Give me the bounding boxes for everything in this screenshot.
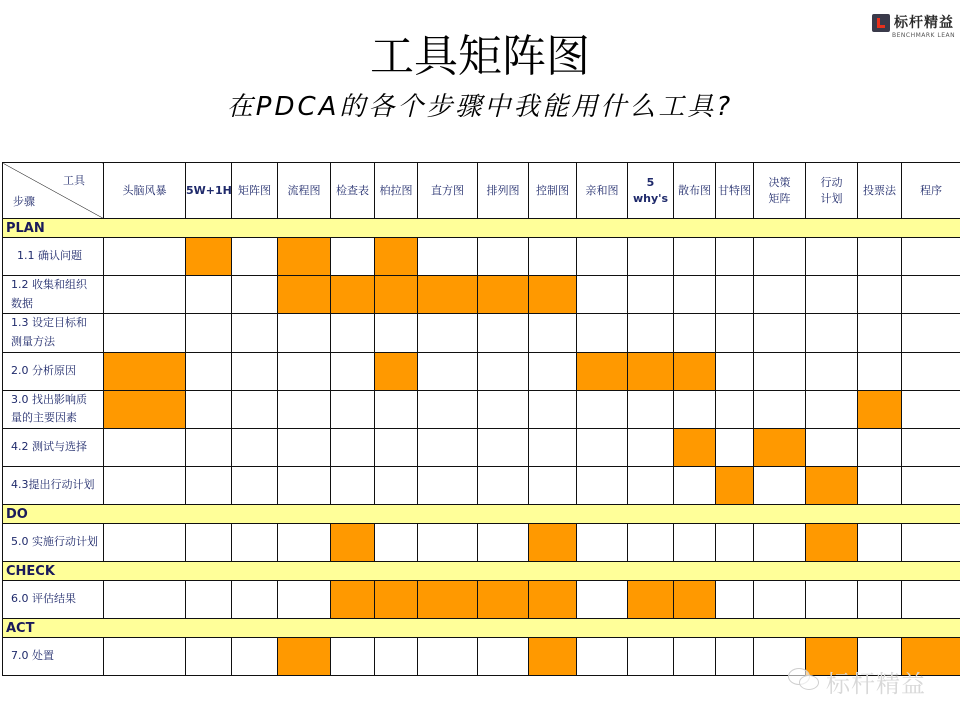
- phase-label: PLAN: [3, 219, 960, 238]
- tool-cell: [577, 390, 628, 428]
- tool-cell: [858, 238, 902, 276]
- tool-cell: [858, 467, 902, 505]
- step-label-text: 量的主要因素: [11, 411, 77, 425]
- header-row: [3, 163, 960, 219]
- tool-cell: [529, 314, 577, 352]
- tool-cell: [186, 429, 232, 467]
- step-row: [3, 429, 960, 467]
- tool-cell: [331, 467, 375, 505]
- tool-cell: [716, 581, 754, 619]
- tool-cell: [418, 238, 478, 276]
- tool-cell: [577, 524, 628, 562]
- tool-cell: [674, 276, 716, 314]
- column-header-text: 行动: [820, 175, 843, 189]
- tool-cell: [232, 524, 278, 562]
- step-label-text: 1.1 确认问题: [17, 249, 82, 263]
- tool-cell: [232, 276, 278, 314]
- tool-cell: [674, 390, 716, 428]
- step-label-text: 数据: [11, 296, 33, 310]
- tool-cell: [478, 429, 529, 467]
- tool-cell: [754, 581, 806, 619]
- step-label: [3, 238, 104, 276]
- tool-applicable-cell: [418, 581, 478, 619]
- tool-cell: [278, 467, 331, 505]
- tool-cell: [674, 314, 716, 352]
- tool-cell: [232, 238, 278, 276]
- tool-cell: [278, 524, 331, 562]
- tool-cell: [902, 524, 960, 562]
- step-label-text: 4.2 测试与选择: [11, 440, 87, 454]
- step-label-text: 1.3 设定目标和: [11, 316, 87, 330]
- tool-cell: [754, 276, 806, 314]
- column-header-text: 控制图: [536, 183, 569, 197]
- step-label: [3, 429, 104, 467]
- tool-cell: [186, 314, 232, 352]
- phase-label: ACT: [3, 619, 960, 638]
- tool-cell: [902, 429, 960, 467]
- tool-cell: [375, 429, 418, 467]
- tool-cell: [628, 638, 674, 676]
- tool-applicable-cell: [628, 352, 674, 390]
- tool-cell: [628, 429, 674, 467]
- tool-cell: [418, 390, 478, 428]
- tool-applicable-cell: [754, 429, 806, 467]
- tool-cell: [186, 467, 232, 505]
- tool-cell: [232, 429, 278, 467]
- step-row: [3, 467, 960, 505]
- phase-row: [3, 219, 960, 238]
- tool-applicable-cell: [529, 524, 577, 562]
- tool-cell: [858, 352, 902, 390]
- tool-applicable-cell: [418, 276, 478, 314]
- tool-applicable-cell: [674, 429, 716, 467]
- tool-applicable-cell: [278, 276, 331, 314]
- tool-cell: [577, 314, 628, 352]
- logo-name-en: BENCHMARK LEAN: [892, 32, 956, 39]
- column-header-text: 亲和图: [585, 183, 619, 197]
- tool-cell: [806, 352, 858, 390]
- tool-cell: [186, 276, 232, 314]
- tool-cell: [806, 581, 858, 619]
- column-header-text: 柏拉图: [379, 183, 413, 197]
- tool-cell: [716, 390, 754, 428]
- tool-cell: [902, 467, 960, 505]
- tool-cell: [716, 276, 754, 314]
- tool-cell: [754, 467, 806, 505]
- tool-cell: [375, 467, 418, 505]
- tool-cell: [104, 638, 186, 676]
- column-header-text: 矩阵: [768, 191, 791, 205]
- tool-cell: [418, 429, 478, 467]
- tool-cell: [628, 238, 674, 276]
- tool-cell: [529, 352, 577, 390]
- tool-cell: [331, 638, 375, 676]
- tool-cell: [418, 638, 478, 676]
- column-header-text: 头脑风暴: [122, 183, 167, 197]
- tool-applicable-cell: [331, 276, 375, 314]
- tool-cell: [186, 390, 232, 428]
- column-header: [529, 163, 577, 219]
- tool-cell: [806, 390, 858, 428]
- column-header-text: 检查表: [336, 183, 369, 197]
- column-header-text: 投票法: [863, 183, 896, 197]
- tool-cell: [902, 390, 960, 428]
- step-label-text: 2.0 分析原因: [11, 363, 76, 377]
- tool-applicable-cell: [806, 524, 858, 562]
- tool-cell: [577, 276, 628, 314]
- tool-cell: [278, 352, 331, 390]
- wechat-watermark: [788, 664, 938, 696]
- tool-cell: [754, 314, 806, 352]
- step-label: [3, 638, 104, 676]
- tool-cell: [628, 390, 674, 428]
- step-label: [3, 352, 104, 390]
- column-header-text: 排列图: [486, 183, 520, 197]
- tool-cell: [716, 524, 754, 562]
- tool-cell: [529, 429, 577, 467]
- tool-cell: [478, 638, 529, 676]
- tool-cell: [674, 238, 716, 276]
- tool-applicable-cell: [478, 581, 529, 619]
- tool-applicable-cell: [806, 467, 858, 505]
- step-label-text: 测量方法: [11, 335, 55, 349]
- tool-cell: [104, 314, 186, 352]
- tool-cell: [104, 581, 186, 619]
- page-title: 工具矩阵图: [370, 31, 590, 82]
- tool-cell: [529, 390, 577, 428]
- tool-cell: [331, 429, 375, 467]
- tool-applicable-cell: [577, 352, 628, 390]
- corner-header: [3, 163, 104, 219]
- tool-cell: [418, 352, 478, 390]
- tool-cell: [186, 352, 232, 390]
- watermark-text: 标杆精益: [826, 670, 926, 698]
- tool-applicable-cell: [529, 581, 577, 619]
- tool-cell: [858, 581, 902, 619]
- column-header-text: 决策: [768, 175, 791, 189]
- step-label: [3, 524, 104, 562]
- tool-applicable-cell: [186, 238, 232, 276]
- tool-cell: [529, 467, 577, 505]
- tool-cell: [331, 238, 375, 276]
- column-header: [418, 163, 478, 219]
- column-header-text: 直方图: [431, 183, 464, 197]
- column-header: [674, 163, 716, 219]
- tool-cell: [278, 314, 331, 352]
- tool-cell: [577, 638, 628, 676]
- tool-cell: [716, 429, 754, 467]
- tool-applicable-cell: [331, 524, 375, 562]
- tool-cell: [186, 581, 232, 619]
- tool-cell: [478, 238, 529, 276]
- tool-applicable-cell: [375, 352, 418, 390]
- tool-matrix-table: [2, 162, 960, 676]
- tool-cell: [577, 467, 628, 505]
- tool-applicable-cell: [628, 581, 674, 619]
- tool-applicable-cell: [529, 276, 577, 314]
- tool-applicable-cell: [529, 638, 577, 676]
- column-header: [858, 163, 902, 219]
- page-subtitle: 在PDCA的各个步骤中我能用什么工具?: [226, 92, 734, 122]
- tool-cell: [902, 276, 960, 314]
- tool-cell: [418, 524, 478, 562]
- tool-cell: [529, 238, 577, 276]
- tool-cell: [375, 524, 418, 562]
- column-header: [902, 163, 960, 219]
- column-header-text: 程序: [920, 183, 942, 197]
- tool-cell: [232, 314, 278, 352]
- corner-steps-label: 步骤: [13, 195, 35, 209]
- logo-name-cn: 标杆精益: [894, 15, 954, 31]
- tool-cell: [674, 524, 716, 562]
- step-label: [3, 390, 104, 428]
- tool-cell: [806, 429, 858, 467]
- tool-cell: [754, 390, 806, 428]
- tool-cell: [716, 638, 754, 676]
- column-header: [186, 163, 232, 219]
- tool-cell: [104, 467, 186, 505]
- step-row: [3, 581, 960, 619]
- tool-cell: [232, 352, 278, 390]
- tool-applicable-cell: [375, 581, 418, 619]
- phase-row: [3, 562, 960, 581]
- tool-cell: [628, 276, 674, 314]
- tool-applicable-cell: [716, 467, 754, 505]
- step-label: [3, 314, 104, 352]
- tool-cell: [628, 467, 674, 505]
- tool-cell: [478, 352, 529, 390]
- tool-cell: [375, 390, 418, 428]
- tool-applicable-cell: [858, 390, 902, 428]
- tool-cell: [858, 314, 902, 352]
- tool-applicable-cell: [674, 581, 716, 619]
- phase-label: DO: [3, 505, 960, 524]
- tool-cell: [331, 314, 375, 352]
- column-header: [232, 163, 278, 219]
- tool-cell: [331, 352, 375, 390]
- tool-cell: [375, 314, 418, 352]
- tool-cell: [186, 638, 232, 676]
- tool-cell: [478, 390, 529, 428]
- tool-cell: [232, 467, 278, 505]
- tool-cell: [806, 314, 858, 352]
- tool-cell: [418, 314, 478, 352]
- tool-cell: [375, 638, 418, 676]
- column-header: [628, 163, 674, 219]
- tool-cell: [754, 352, 806, 390]
- column-header: [716, 163, 754, 219]
- tool-cell: [628, 524, 674, 562]
- tool-cell: [806, 276, 858, 314]
- column-header-text: 流程图: [287, 183, 321, 197]
- step-row: [3, 238, 960, 276]
- tool-cell: [331, 390, 375, 428]
- column-header: [104, 163, 186, 219]
- step-row: [3, 524, 960, 562]
- column-header: [331, 163, 375, 219]
- step-row: [3, 314, 960, 352]
- tool-cell: [278, 429, 331, 467]
- column-header: [806, 163, 858, 219]
- tool-cell: [577, 581, 628, 619]
- tool-cell: [478, 467, 529, 505]
- tool-cell: [278, 581, 331, 619]
- tool-applicable-cell: [278, 638, 331, 676]
- phase-row: [3, 505, 960, 524]
- column-header-text: 甘特图: [718, 183, 751, 197]
- tool-cell: [628, 314, 674, 352]
- column-header: [577, 163, 628, 219]
- column-header: [278, 163, 331, 219]
- corner-tools-label: 工具: [63, 174, 85, 187]
- step-row: [3, 352, 960, 390]
- tool-cell: [478, 314, 529, 352]
- tool-cell: [104, 238, 186, 276]
- tool-cell: [674, 638, 716, 676]
- column-header-text: 矩阵图: [238, 183, 271, 197]
- step-label-text: 4.3提出行动计划: [11, 478, 95, 492]
- step-label-text: 1.2 收集和组织: [11, 278, 87, 291]
- step-label: [3, 467, 104, 505]
- step-row: [3, 276, 960, 314]
- tool-applicable-cell: [674, 352, 716, 390]
- phase-row: [3, 619, 960, 638]
- column-header-text: 散布图: [678, 183, 711, 197]
- tool-cell: [754, 238, 806, 276]
- tool-cell: [858, 524, 902, 562]
- column-header-text: 5 why's: [632, 175, 669, 205]
- column-header-text: 计划: [820, 191, 843, 205]
- tool-cell: [902, 238, 960, 276]
- tool-applicable-cell: [375, 276, 418, 314]
- tool-cell: [104, 524, 186, 562]
- tool-applicable-cell: [104, 352, 186, 390]
- step-label-text: 6.0 评估结果: [11, 592, 76, 606]
- tool-cell: [577, 238, 628, 276]
- tool-cell: [716, 352, 754, 390]
- step-label: [3, 276, 104, 314]
- tool-cell: [902, 581, 960, 619]
- tool-cell: [754, 524, 806, 562]
- tool-cell: [104, 276, 186, 314]
- tool-cell: [478, 524, 529, 562]
- tool-cell: [806, 238, 858, 276]
- tool-cell: [858, 276, 902, 314]
- column-header: [375, 163, 418, 219]
- tool-applicable-cell: [104, 390, 186, 428]
- step-label-text: 7.0 处置: [11, 649, 54, 663]
- tool-applicable-cell: [331, 581, 375, 619]
- tool-applicable-cell: [278, 238, 331, 276]
- tool-cell: [278, 390, 331, 428]
- step-label-text: 3.0 找出影响质: [11, 392, 87, 406]
- tool-cell: [104, 429, 186, 467]
- tool-cell: [674, 467, 716, 505]
- phase-label: CHECK: [3, 562, 960, 581]
- tool-cell: [232, 390, 278, 428]
- tool-cell: [232, 581, 278, 619]
- column-header-text: 5W+1H: [186, 183, 232, 197]
- tool-cell: [232, 638, 278, 676]
- tool-applicable-cell: [375, 238, 418, 276]
- column-header: [754, 163, 806, 219]
- tool-cell: [418, 467, 478, 505]
- tool-applicable-cell: [478, 276, 529, 314]
- wechat-icon: [788, 668, 820, 690]
- tool-cell: [902, 352, 960, 390]
- column-header: [478, 163, 529, 219]
- tool-cell: [186, 524, 232, 562]
- tool-cell: [716, 314, 754, 352]
- step-row: [3, 390, 960, 428]
- tool-cell: [577, 429, 628, 467]
- step-label: [3, 581, 104, 619]
- step-label-text: 5.0 实施行动计划: [11, 535, 98, 549]
- tool-cell: [902, 314, 960, 352]
- tool-cell: [858, 429, 902, 467]
- tool-cell: [716, 238, 754, 276]
